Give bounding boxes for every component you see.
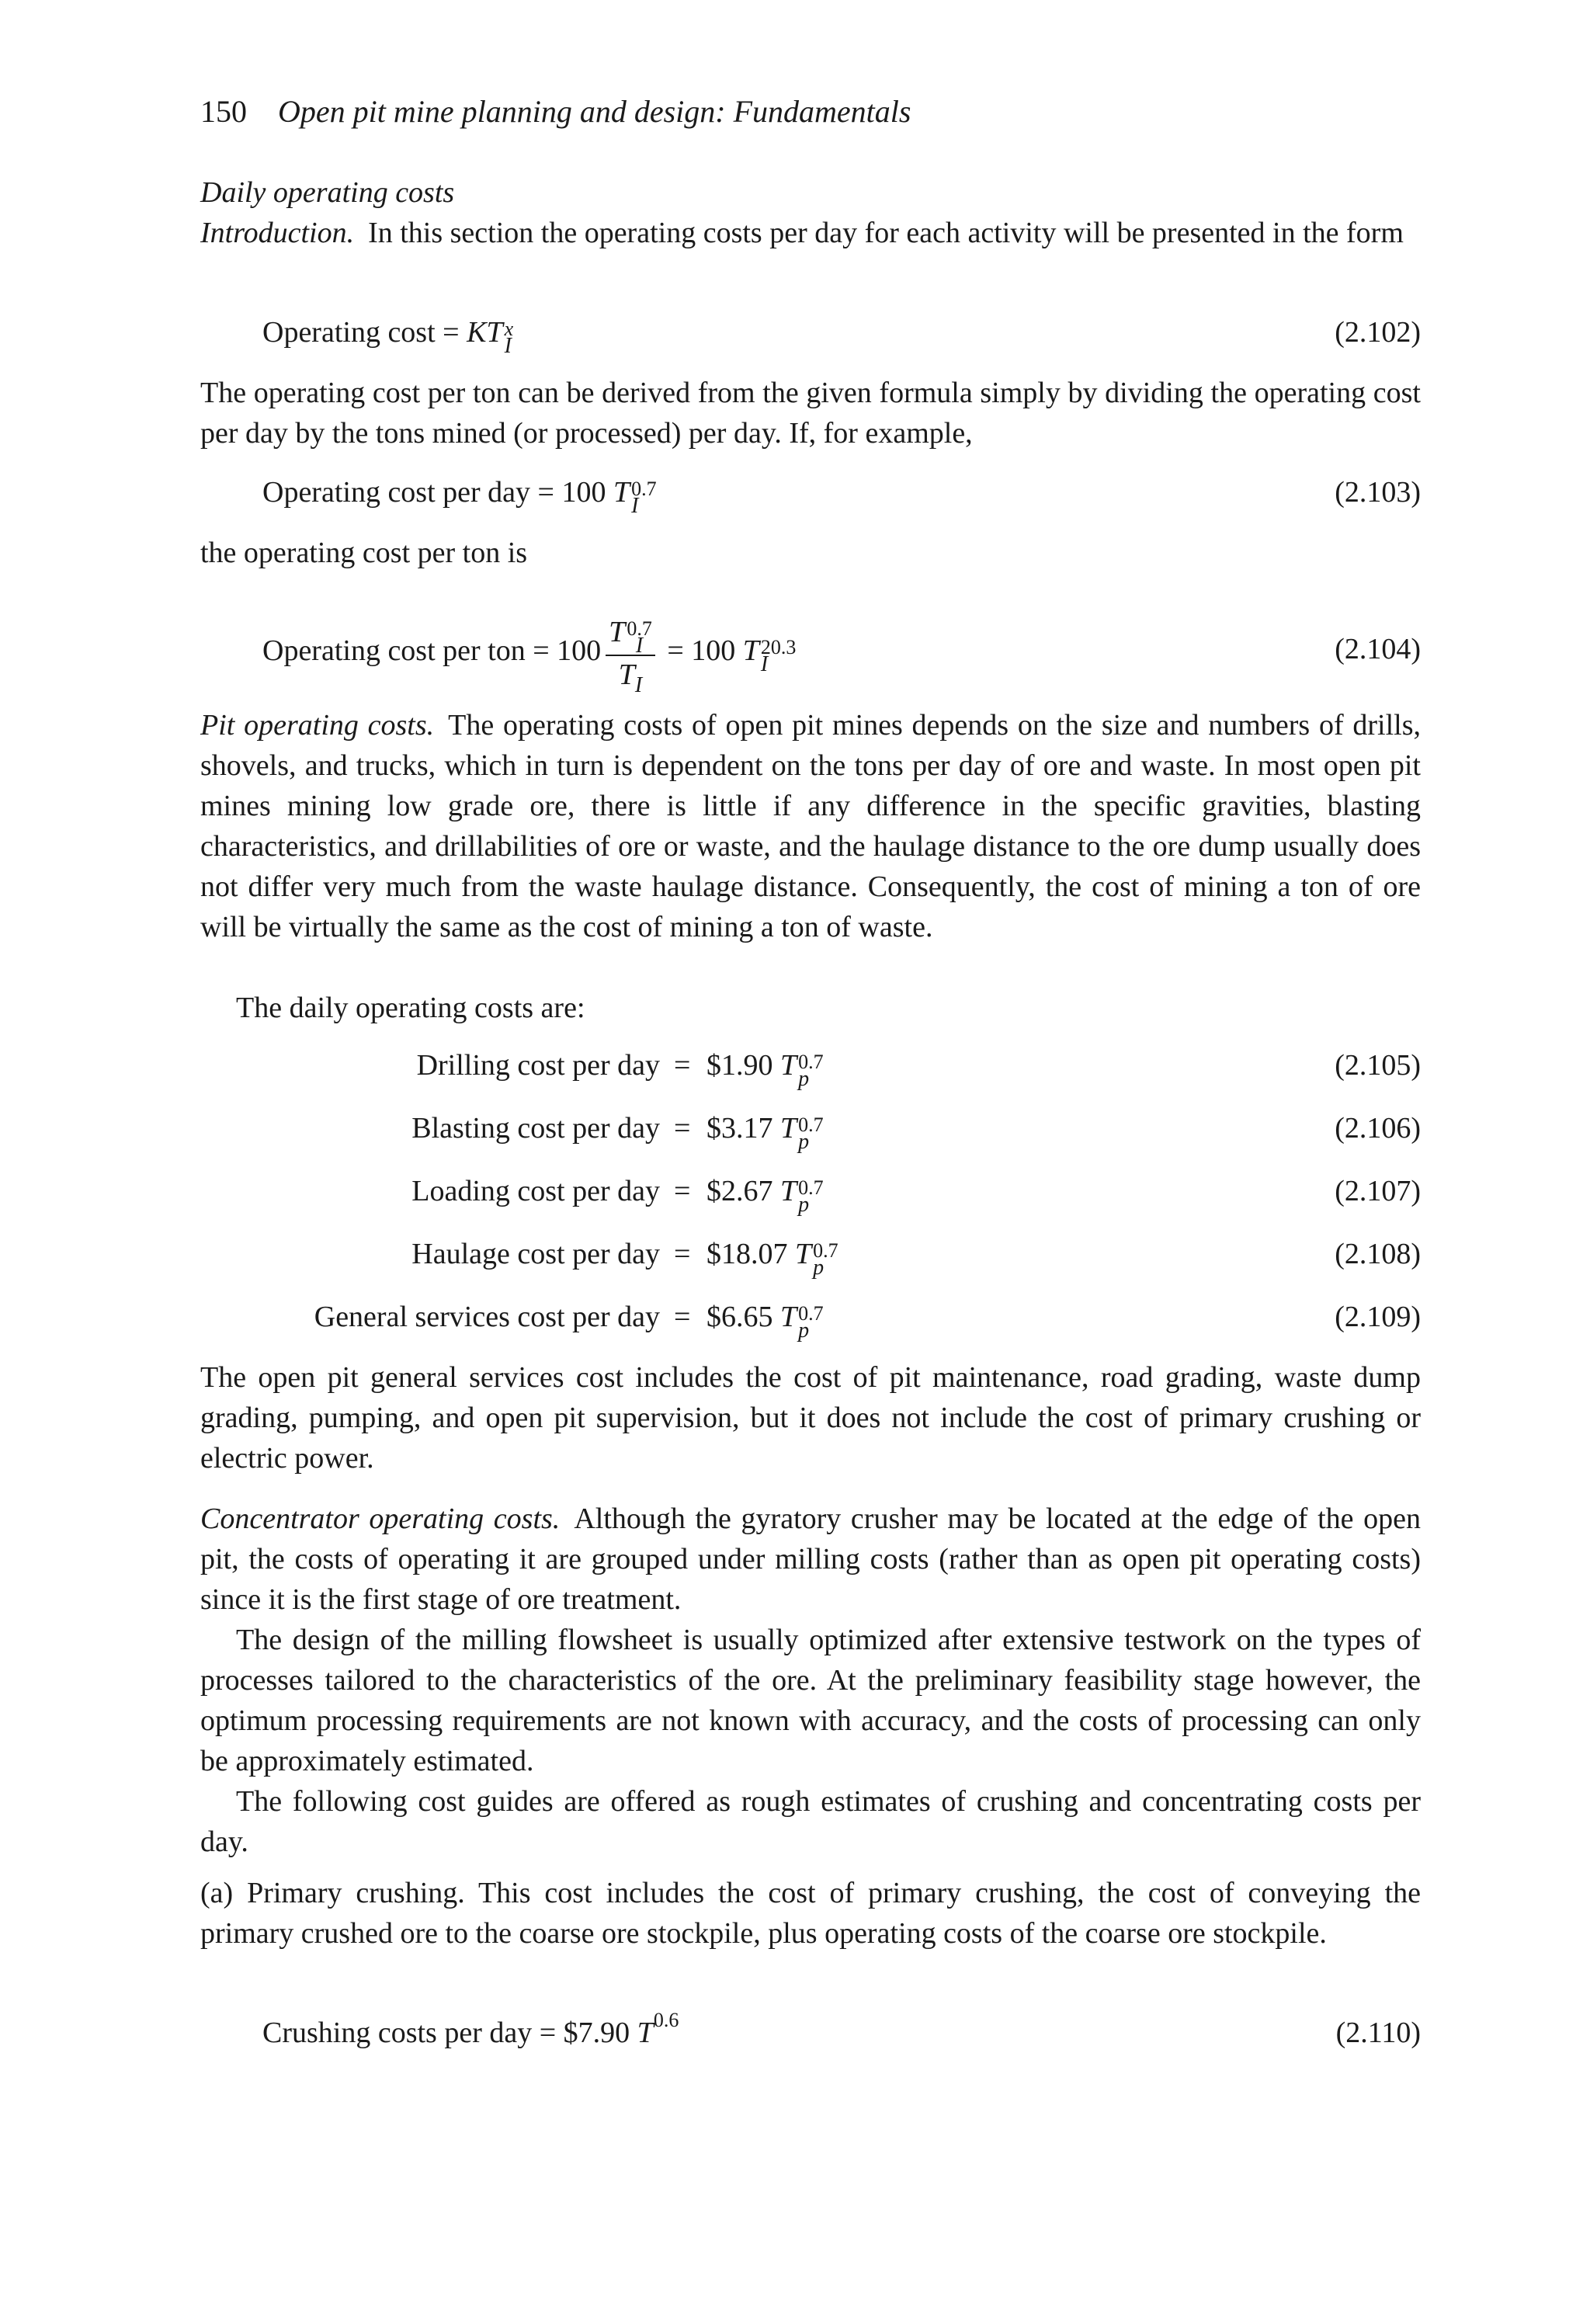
equation-number: (2.104): [1335, 633, 1421, 665]
cost-formula: $3.17 T 0.7 p: [706, 1112, 824, 1154]
page-number: 150: [200, 94, 247, 129]
equation-number: (2.108): [1335, 1238, 1421, 1270]
equation-expression: Operating cost per ton = 100 T 0.7 I $T_I$ = 100 T 20.3 I: [262, 613, 796, 693]
running-header: [200, 92, 911, 132]
fraction: T 0.7 I $T_I$: [606, 613, 655, 693]
cost-formula: $6.65 T 0.7 p: [706, 1301, 824, 1343]
primary-crushing-paragraph: (a) Primary crushing. This cost includes the cost of primary crushing, the cost of conveying the primary crushed ore to the coarse ore stockpile, plus operating costs of the coarse ore stockpile.: [200, 1877, 1421, 1950]
equation-number: (2.109): [1335, 1301, 1421, 1333]
equation-2-104: [200, 606, 1421, 697]
cost-label: Loading cost per day: [411, 1175, 660, 1207]
equation-number: (2.105): [1335, 1049, 1421, 1082]
cost-label: Haulage cost per day: [411, 1238, 660, 1270]
intro-paragraph: [200, 213, 1421, 253]
cost-label: Blasting cost per day: [411, 1112, 660, 1145]
pit-paragraph: Pit operating costs. The operating costs of open pit mines depends on the size and numbers of drills, shovels, and trucks, which in turn is dependent on the tons per day of ore and waste. In most open pit mines mining low grade ore, there is little if any difference in the specific gravities, blasting characteristics, and drillabilities of ore or waste, and the haulage distance to the ore dump usually does not differ very much from the waste haulage distance. Consequently, the cost of mining a ton of ore will be virtually the same as the cost of mining a ton of waste.: [200, 709, 1421, 943]
equation-2-106: Blasting cost per day = $3.17 T 0.7 p (2.106): [200, 1108, 1421, 1155]
equation-number: (2.107): [1335, 1175, 1421, 1207]
pit-runin-heading: Pit operating costs.: [200, 709, 435, 742]
cost-formula: $18.07 T 0.7 p: [706, 1238, 838, 1280]
equation-number: (2.106): [1335, 1112, 1421, 1145]
flowsheet-paragraph: The design of the milling flowsheet is usually optimized after extensive testwork on the types of processes tailored to the characteristics of the ore. At the preliminary feasibility stage however, the optimum processing requirements are not known with accuracy, and the costs of processing can only be approximately estimated.: [200, 1624, 1421, 1777]
cost-label: General services cost per day: [314, 1301, 660, 1333]
cost-formula: $2.67 T 0.7 p: [706, 1175, 824, 1217]
cost-guides-paragraph: The following cost guides are offered as rough estimates of crushing and concentrating costs per day.: [200, 1785, 1421, 1858]
concentrator-runin-heading: Concentrator operating costs.: [200, 1502, 561, 1535]
general-services-paragraph: The open pit general services cost includes the cost of pit maintenance, road grading, waste dump grading, pumping, and open pit supervision, but it does not include the cost of primary crushing or electric power.: [200, 1361, 1421, 1475]
equation-2-108: Haulage cost per day = $18.07 T 0.7 p (2.108): [200, 1234, 1421, 1280]
equation-number: (2.110): [1335, 2017, 1421, 2049]
equation-2-110: [200, 2009, 1421, 2059]
equation-expression: Crushing costs per day = $7.90 $T^{0.6}$: [262, 2009, 679, 2049]
equation-number: (2.102): [1335, 316, 1421, 349]
intro-runin-heading: Introduction.: [200, 217, 355, 249]
concentrator-paragraph: Concentrator operating costs. Although the gyratory crusher may be located at the edge of the open pit, the costs of operating it are grouped under milling costs (rather than as open pit operating costs) since it is the first stage of ore treatment.: [200, 1502, 1421, 1616]
cost-label: Drilling cost per day: [416, 1049, 660, 1082]
cost-formula: $1.90 T 0.7 p: [706, 1049, 824, 1091]
equation-2-109: General services cost per day = $6.65 T 0.7 p (2.109): [200, 1297, 1421, 1343]
equation-2-103: [200, 472, 1421, 519]
book-title: Open pit mine planning and design: Fundamentals: [278, 94, 911, 129]
equation-2-105: Drilling cost per day = $1.90 T 0.7 p (2.105): [200, 1045, 1421, 1092]
paragraph-cost-per-ton: the operating cost per ton is: [200, 537, 528, 569]
equation-2-102: [200, 312, 1421, 359]
paragraph-per-ton: The operating cost per ton can be derived from the given formula simply by dividing the operating cost per day by the tons mined (or processed) per day. If, for example,: [200, 377, 1421, 450]
section-heading: Daily operating costs: [200, 176, 455, 209]
equation-2-107: Loading cost per day = $2.67 T 0.7 p (2.107): [200, 1171, 1421, 1218]
equation-number: (2.103): [1335, 476, 1421, 509]
equation-expression: Operating cost per day = 100 T 0.7 I: [262, 476, 657, 518]
daily-costs-intro: The daily operating costs are:: [236, 992, 585, 1024]
equation-expression: Operating cost = KT x I: [262, 316, 514, 358]
intro-text: In this section the operating costs per day for each activity will be presented in the form: [368, 217, 1404, 249]
